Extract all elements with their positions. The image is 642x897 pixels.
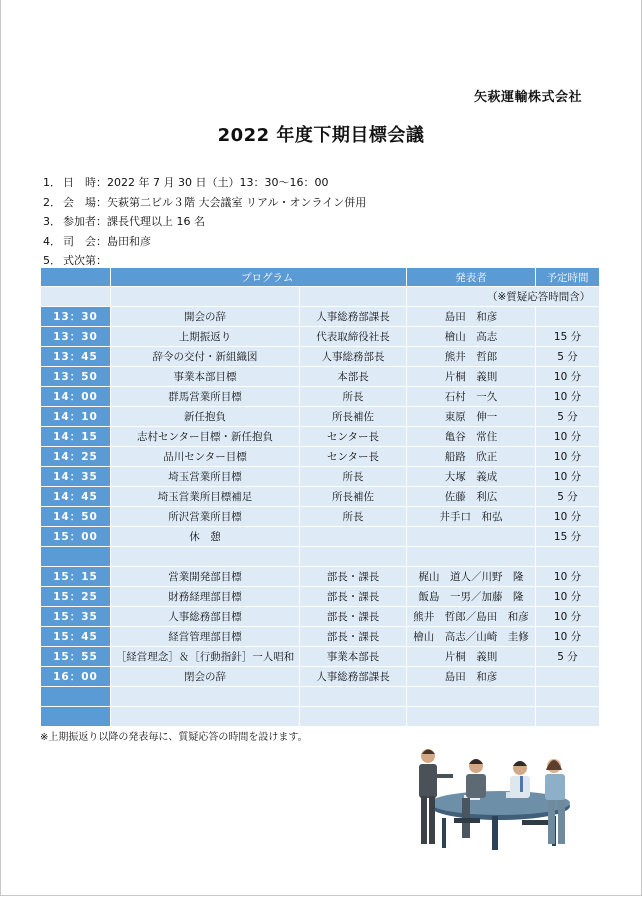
table-row (41, 507, 600, 527)
position-cell: 所長 (300, 467, 407, 487)
info-number: 4． (43, 234, 61, 248)
info-number: 5． (43, 254, 61, 268)
footnote: ※上期振返り以降の発表毎に、質疑応答の時間を設けます。 (40, 732, 308, 743)
info-number: 3． (43, 215, 61, 229)
info-label: 会 場： (63, 195, 107, 209)
position-cell: 部長・課長 (300, 587, 407, 607)
program-cell: ［経営理念］＆［行動指針］一人唱和 (111, 647, 300, 667)
program-cell: 所沢営業所目標 (111, 507, 300, 527)
program-cell: 辞令の交付・新組織図 (111, 347, 300, 367)
info-label: 司 会： (63, 234, 107, 248)
duration-cell: 10 分 (536, 467, 600, 487)
time-cell (41, 287, 111, 307)
table-row (41, 567, 600, 587)
position-cell (300, 547, 407, 567)
table-row (41, 687, 600, 707)
position-cell: センター長 (300, 427, 407, 447)
presenter-cell: 船路 欣正 (407, 447, 536, 467)
time-cell: 14：10 (41, 407, 111, 427)
position-cell: センター長 (300, 447, 407, 467)
program-cell: 人事総務部目標 (111, 607, 300, 627)
duration-cell: 10 分 (536, 587, 600, 607)
duration-cell: 10 分 (536, 387, 600, 407)
position-cell: 所長 (300, 507, 407, 527)
duration-cell: 10 分 (536, 607, 600, 627)
presenter-cell (407, 707, 536, 727)
duration-cell: 15 分 (536, 527, 600, 547)
table-row (41, 707, 600, 727)
presenter-cell: 飯島 一男／加藤 隆 (407, 587, 536, 607)
position-cell: 所長補佐 (300, 407, 407, 427)
time-cell: 13：45 (41, 347, 111, 367)
position-cell: 人事総務部課長 (300, 307, 407, 327)
time-cell: 14：25 (41, 447, 111, 467)
duration-cell: 5 分 (536, 407, 600, 427)
info-value: 島田和彦 (107, 234, 151, 248)
position-cell (300, 687, 407, 707)
presenter-cell: 石村 一久 (407, 387, 536, 407)
company-name: 矢萩運輸株式会社 (473, 90, 582, 105)
table-row (41, 607, 600, 627)
table-row (41, 647, 600, 667)
position-cell: 所長補佐 (300, 487, 407, 507)
program-cell: 開会の辞 (111, 307, 300, 327)
presenter-cell: 島田 和彦 (407, 307, 536, 327)
time-cell (41, 687, 111, 707)
info-label: 日 時： (63, 176, 107, 189)
time-cell: 15：45 (41, 627, 111, 647)
presenter-cell: 片桐 義則 (407, 367, 536, 387)
time-cell: 13：30 (41, 327, 111, 347)
program-cell: 埼玉営業所目標補足 (111, 487, 300, 507)
program-cell: 上期振返り (111, 327, 300, 347)
duration-cell: 10 分 (536, 627, 600, 647)
table-row (41, 387, 600, 407)
info-value: 2022 年 7 月 30 日（土）13：30〜16：00 (107, 176, 329, 189)
presenter-cell (407, 547, 536, 567)
position-cell: 所長 (300, 387, 407, 407)
time-cell: 16：00 (41, 667, 111, 687)
header-duration: 予定時間 (536, 268, 600, 287)
table-row (41, 407, 600, 427)
duration-cell (536, 307, 600, 327)
table-header-row (41, 268, 600, 287)
table-row (41, 347, 600, 367)
table-row (41, 327, 600, 347)
program-cell (111, 287, 300, 307)
time-cell: 14：15 (41, 427, 111, 447)
program-cell: 財務経理部目標 (111, 587, 300, 607)
duration-cell: 5 分 (536, 647, 600, 667)
program-cell: 休 憩 (111, 527, 300, 547)
qa-note: （※質疑応答時間含） (407, 287, 600, 307)
program-cell: 群馬営業所目標 (111, 387, 300, 407)
table-row (41, 667, 600, 687)
info-number: 1． (43, 176, 61, 189)
info-value: 矢萩第二ビル３階 大会議室 リアル・オンライン併用 (107, 195, 367, 209)
position-cell: 事業本部長 (300, 647, 407, 667)
position-cell: 代表取締役社長 (300, 327, 407, 347)
duration-cell: 10 分 (536, 367, 600, 387)
time-cell: 14：50 (41, 507, 111, 527)
table-row (41, 307, 600, 327)
header-presenter: 発表者 (407, 268, 536, 287)
presenter-cell: 島田 和彦 (407, 667, 536, 687)
duration-cell (536, 547, 600, 567)
info-row-venue (43, 193, 366, 213)
table-row (41, 467, 600, 487)
position-cell (300, 527, 407, 547)
program-cell: 志村センター目標・新任抱負 (111, 427, 300, 447)
time-cell (41, 707, 111, 727)
program-cell: 新任抱負 (111, 407, 300, 427)
time-cell: 14：35 (41, 467, 111, 487)
table-row (41, 427, 600, 447)
table-row (41, 527, 600, 547)
time-cell: 15：15 (41, 567, 111, 587)
presenter-cell (407, 687, 536, 707)
table-subheader-row (41, 287, 600, 307)
presenter-cell: 片桐 義則 (407, 647, 536, 667)
duration-cell: 10 分 (536, 567, 600, 587)
presenter-cell: 大塚 義成 (407, 467, 536, 487)
presenter-cell (407, 527, 536, 547)
table-row (41, 367, 600, 387)
time-cell: 15：25 (41, 587, 111, 607)
position-cell: 人事総務部課長 (300, 667, 407, 687)
time-cell: 14：00 (41, 387, 111, 407)
position-cell: 人事総務部長 (300, 347, 407, 367)
duration-cell: 10 分 (536, 507, 600, 527)
presenter-cell: 熊井 哲郎 (407, 347, 536, 367)
program-cell: 埼玉営業所目標 (111, 467, 300, 487)
presenter-cell: 熊井 哲郎／島田 和彦 (407, 607, 536, 627)
info-value: 課長代理以上 16 名 (107, 215, 205, 229)
program-cell: 事業本部目標 (111, 367, 300, 387)
duration-cell: 10 分 (536, 427, 600, 447)
program-cell (111, 707, 300, 727)
time-cell: 15：35 (41, 607, 111, 627)
table-row (41, 487, 600, 507)
duration-cell (536, 667, 600, 687)
page-title: 2022 年度下期目標会議 (217, 125, 425, 146)
table-row (41, 587, 600, 607)
table-row (41, 627, 600, 647)
info-label: 式次第： (63, 254, 107, 268)
presenter-cell: 佐藤 利広 (407, 487, 536, 507)
info-row-moderator (43, 232, 366, 252)
header-program: プログラム (111, 268, 407, 287)
time-cell: 13：50 (41, 367, 111, 387)
program-cell: 品川センター目標 (111, 447, 300, 467)
time-cell: 15：55 (41, 647, 111, 667)
duration-cell (536, 687, 600, 707)
position-cell: 部長・課長 (300, 567, 407, 587)
table-row (41, 547, 600, 567)
meeting-info (43, 173, 366, 271)
duration-cell: 5 分 (536, 487, 600, 507)
presenter-cell: 檜山 高志 (407, 327, 536, 347)
program-cell (111, 547, 300, 567)
presenter-cell: 井手口 和弘 (407, 507, 536, 527)
presenter-cell: 亀谷 常住 (407, 427, 536, 447)
program-cell: 経営管理部目標 (111, 627, 300, 647)
table-row (41, 447, 600, 467)
duration-cell: 10 分 (536, 447, 600, 467)
position-cell: 部長・課長 (300, 607, 407, 627)
presenter-cell: 梶山 道人／川野 隆 (407, 567, 536, 587)
schedule-table (40, 267, 600, 727)
presenter-cell: 檜山 高志／山崎 圭修 (407, 627, 536, 647)
time-cell (41, 547, 111, 567)
time-cell: 13：30 (41, 307, 111, 327)
info-label: 参加者： (63, 215, 107, 229)
position-cell (300, 287, 407, 307)
info-row-participants (43, 212, 366, 232)
info-row-datetime (43, 173, 366, 193)
program-cell: 営業開発部目標 (111, 567, 300, 587)
position-cell (300, 707, 407, 727)
meeting-illustration (402, 740, 582, 858)
presenter-cell: 東原 伸一 (407, 407, 536, 427)
header-time (41, 268, 111, 287)
duration-cell: 15 分 (536, 327, 600, 347)
time-cell: 14：45 (41, 487, 111, 507)
info-number: 2． (43, 195, 61, 209)
duration-cell (536, 707, 600, 727)
time-cell: 15：00 (41, 527, 111, 547)
duration-cell: 5 分 (536, 347, 600, 367)
position-cell: 部長・課長 (300, 627, 407, 647)
program-cell (111, 687, 300, 707)
position-cell: 本部長 (300, 367, 407, 387)
program-cell: 閉会の辞 (111, 667, 300, 687)
